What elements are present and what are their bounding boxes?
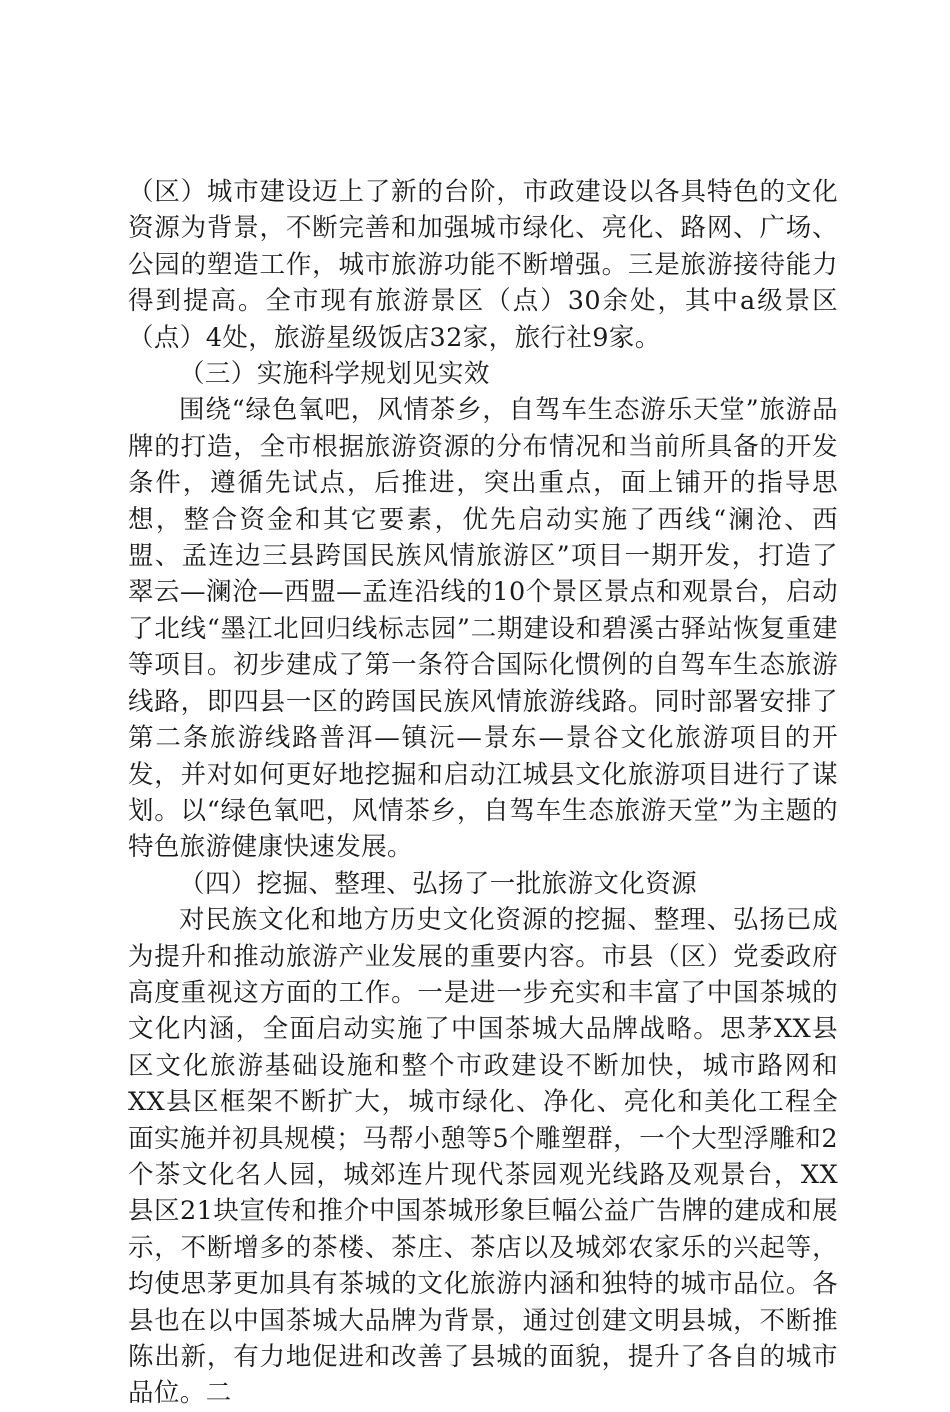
- document-body: [128, 174, 838, 1412]
- section-heading-4: （四）挖掘、整理、弘扬了一批旅游文化资源: [179, 868, 698, 899]
- paragraph-cultural-resources: 对民族文化和地方历史文化资源的挖掘、整理、弘扬已成为提升和推动旅游产业发展的重要内容。市县（区）党委政府高度重视这方面的工作。一是进一步充实和丰富了中国茶城的文化内涵，全面启动实施了中国茶城大品牌战略。思茅XX县区文化旅游基础设施和整个市政建设不断加快，城市路网和XX县区框架不断扩大，城市绿化、净化、亮化和美化工程全面实施并初具规模；马帮小憩等5个雕塑群，一个大型浮雕和2个茶文化名人园，城郊连片现代茶园观光线路及观景台，XX县区21块宣传和推介中国茶城形象巨幅公益广告牌的建成和展示，不断增多的茶楼、茶庄、茶店以及城郊农家乐的兴起等，均使思茅更加具有茶城的文化旅游内涵和独特的城市品位。各县也在以中国茶城大品牌为背景，通过创建文明县城，不断推陈出新，有力地促进和改善了县城的面貌，提升了各自的城市品位。二: [128, 905, 838, 1409]
- paragraph-planning: 围绕“绿色氧吧，风情茶乡，自驾车生态游乐天堂”旅游品牌的打造，全市根据旅游资源的分布情况和当前所具备的开发条件，遵循先试点，后推进，突出重点，面上铺开的指导思想，整合资金和其它要素，优先启动实施了西线“澜沧、西盟、孟连边三县跨国民族风情旅游区”项目一期开发，打造了翠云—澜沧—西盟—孟连沿线的10个景区景点和观景台，启动了北线“墨江北回归线标志园”二期建设和碧溪古驿站恢复重建等项目。初步建成了第一条符合国际化惯例的自驾车生态旅游线路，即四县一区的跨国民族风情旅游线路。同时部署安排了第二条旅游线路普洱—镇沅—景东—景谷文化旅游项目的开发，并对如何更好地挖掘和启动江城县文化旅游项目进行了谋划。以“绿色氧吧，风情茶乡，自驾车生态旅游天堂”为主题的特色旅游健康快速发展。: [128, 395, 838, 863]
- section-heading-3: （三）实施科学规划见实效: [179, 359, 490, 390]
- paragraph-city-construction: （区）城市建设迈上了新的台阶，市政建设以各具特色的文化资源为背景，不断完善和加强城市绿化、亮化、路网、广场、公园的塑造工作，城市旅游功能不断增强。三是旅游接待能力得到提高。全市现有旅游景区（点）30余处，其中a级景区（点）4处，旅游星级饭店32家，旅行社9家。: [128, 177, 838, 353]
